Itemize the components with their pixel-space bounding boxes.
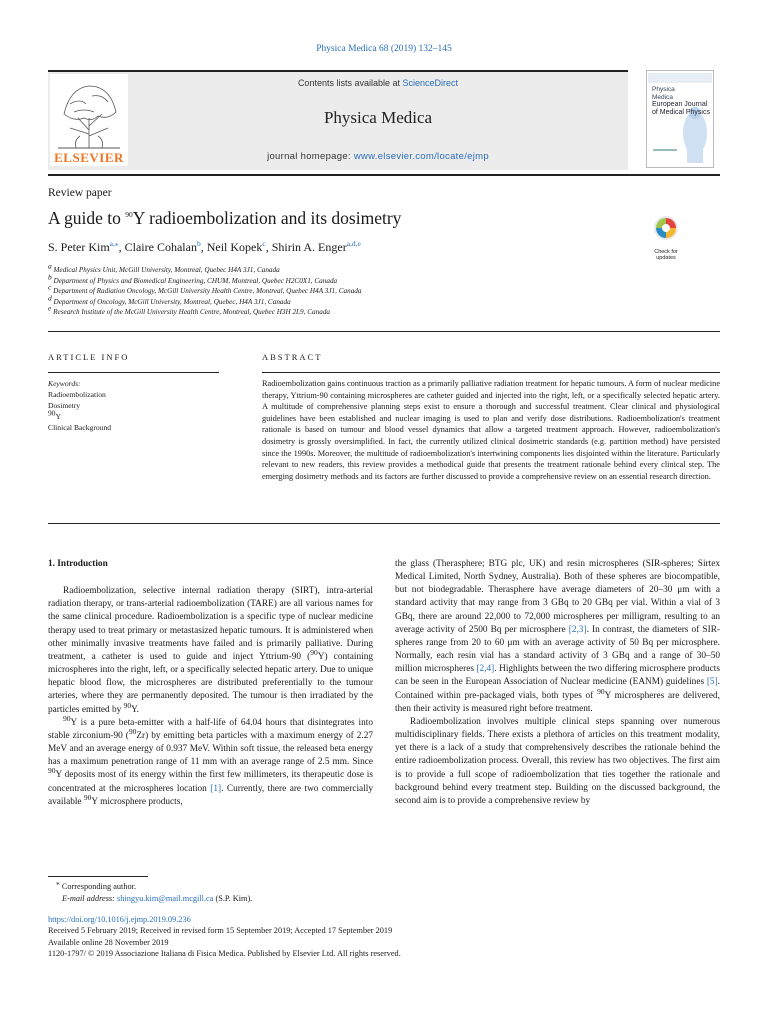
keyword-item: Dosimetry [48, 401, 81, 410]
citation-link[interactable]: [2,3] [568, 624, 587, 635]
info-rule-top [48, 331, 720, 332]
check-label-2: updates [656, 255, 676, 261]
title-prefix: A guide to [48, 208, 121, 228]
copyright-line: 1120-1797/ © 2019 Associazione Italiana di Fisica Medica. Published by Elsevier Ltd. All rights reserved. [48, 949, 401, 959]
check-for-updates-icon [648, 214, 684, 244]
affiliation-item: c Department of Radiation Oncology, McGill University Health Centre, Montreal, Quebec H4A 3J1, Canada [48, 282, 362, 296]
article-footer [48, 914, 401, 960]
author-email-link[interactable]: shingyu.kim@mail.mcgill.ca [117, 894, 214, 903]
article-title [48, 208, 401, 229]
author-name: Neil Kopek [206, 240, 263, 254]
author-affil-marker[interactable]: b [196, 239, 201, 248]
abstract-rule-bottom [48, 523, 720, 524]
affiliation-item: a Medical Physics Unit, McGill University, Montreal, Quebec H4A 3J1, Canada [48, 261, 280, 274]
doi-link[interactable]: https://doi.org/10.1016/j.ejmp.2019.09.236 [48, 915, 191, 924]
body-right-column [395, 558, 720, 808]
affiliation-item: e Research Institute of the McGill University Health Centre, Montreal, Quebec H3H 2L9, Canada [48, 303, 331, 317]
citation-link[interactable]: [1] [210, 783, 222, 794]
journal-reference-link[interactable]: Physica Medica 68 (2019) 132–145 [316, 44, 452, 54]
author-list: S. Peter Kim$^{a,⁎}$, Claire Cohalan$^b$, Neil Kopek$^c$, Shirin A. Enger$^{a,d,e}$ [48, 239, 361, 254]
affiliations-list [48, 261, 362, 318]
abstract-text: Radioembolization gains continuous traction as a primarily palliative radiation treatment for hepatic tumours. A form of nuclear medicine therapy, Yttrium-90 containing microspheres are catheter guided and injected into the right, left, or a specifically selected hepatic artery. A multitude of comprehensive planning steps exist to ensure a thorough and successful treatment. Clear clinical and physiological guidelines have been established and nuclear imaging is used to plan and verify dose distributions. Radioembolization's treatment rationale is based on tumour and blood vessel dynamics that allow a targeted treatment approach. However, radioembolization's dosimetry is grossly oversimplified. In fact, the currently utilized clinical dosimetric standards (e.g. partition method) have persisted since the 1990s. Moreover, the multitude of radioembolization's intertwining components lies disjointed within the literature. Particularly relevant to new readers, this review provides a methodical guide that presents the treatment rationale behind every clinical step. The emerging dosimetry methods and its factors are further discussed to provide a comprehensive review on an essential research direction. [262, 379, 720, 481]
author-name: Shirin A. Enger [271, 240, 347, 254]
citation-link[interactable]: [2,4] [476, 664, 495, 675]
homepage-link[interactable]: www.elsevier.com/locate/ejmp [353, 151, 489, 162]
author-name: Claire Cohalan [124, 240, 197, 254]
keywords-label: Keywords: [48, 379, 81, 388]
abstract-heading: ABSTRACT [262, 352, 323, 362]
body-paragraph: Radioembolization involves multiple clinical steps spanning over numerous multidisciplinary fields. There exists a plethora of articles on this treatment modality, yet there is a lack of a study that comprehensively describes the rationale behind the entire radioembolization process. Overall, this review has two objectives. The first aim is to provide a full scope of radioembolization that ties together the rationale and background behind every treatment step. Building on the discussed background, the second aim is to provide a comprehensive review by [395, 716, 720, 806]
header-rule [48, 174, 720, 176]
affiliation-item: d Department of Oncology, McGill University, Montreal, Quebec, H4A 3J1, Canada [48, 293, 291, 306]
title-rest: Y radioembolization and its dosimetry [132, 208, 402, 228]
cover-line-2: Medica [652, 93, 673, 101]
received-dates: Received 5 February 2019; Received in revised form 15 September 2019; Accepted 17 September 2019 [48, 926, 393, 936]
cover-title-text [652, 86, 712, 116]
title-isotope-sup: 90 [125, 210, 133, 220]
body-left-column [48, 558, 373, 809]
elsevier-wordmark: ELSEVIER [54, 150, 124, 165]
affiliation-item: b Department of Physics and Biomedical Engineering, CHUM, Montreal, Quebec H2C0X1, Canada [48, 272, 338, 285]
journal-cover-thumbnail[interactable] [646, 70, 714, 168]
keyword-item: 90Y [48, 408, 61, 421]
author-affil-marker[interactable]: a,d,e [346, 239, 361, 248]
cover-line-3: European Journal [652, 101, 708, 108]
cover-line-4: of Medical Physics [652, 108, 710, 116]
check-label-1: Check for [654, 249, 678, 255]
author-name: S. Peter Kim [48, 240, 110, 254]
sciencedirect-link[interactable]: ScienceDirect [402, 78, 459, 88]
keywords-block [48, 378, 111, 433]
footnote-rule [48, 876, 148, 877]
section-heading-introduction: 1. Introduction [48, 559, 108, 569]
author-affil-marker[interactable]: a,⁎ [109, 239, 119, 248]
keyword-item: Clinical Background [48, 423, 112, 432]
journal-homepage [128, 151, 628, 162]
corresponding-author-footnote: ⁎ Corresponding author. E-mail address: shingyu.kim@mail.mcgill.ca (S.P. Kim). [56, 878, 253, 903]
body-paragraph: the glass (Therasphere; BTG plc, UK) and resin microspheres (SIR-spheres; Sirtex Medical Limited, North Sydney, Australia). Both of these spheres are biocompatible, but not biodegradable. Therasphere have average diameters of 20–30 μm with a standard activity that may range from 3 GBq to 20 GBq per vial. Within a vial of 3 GBq, there are around 22,000 to 72,000 microspheres per milligram, resulting to an average activity of 2500 Bq per microsphere [2,3]. In contrast, the diameters of SIR-spheres range from 20 to 60 μm with an average activity of 50 Bq per microsphere. Normally, each resin vial has a standard activity of 3 GBq and a range of 30–50 million microspheres [2,4]. Highlights between the two differing microsphere products can be seen in the European Association of Nuclear medicine (EANM) guidelines [5]. Contained within pre-packaged vials, both types of $^{90}$Y microspheres are delivered, then their activity is measured right before treatment. [395, 559, 721, 714]
article-info-heading: ARTICLE INFO [48, 352, 130, 362]
check-for-updates-badge[interactable] [648, 214, 684, 261]
cover-line-1: Physica [652, 86, 675, 93]
available-online: Available online 28 November 2019 [48, 937, 169, 947]
author-affil-marker[interactable]: c [262, 239, 266, 248]
homepage-prefix: journal homepage: [267, 151, 351, 162]
journal-title: Physica Medica [323, 108, 433, 127]
citation-link[interactable]: [5] [706, 677, 718, 688]
abstract-rule [262, 372, 720, 373]
body-paragraph: $^{90}$Y is a pure beta-emitter with a half-life of 64.04 hours that disintegrates into stable zirconium-90 ($^{90}$Zr) by emitting beta particles with a maximum energy of 2.27 MeV and an average energy of 0.937 MeV. Within soft tissue, the released beta energy has a maximum penetration range of 11 mm with an average range of 2.5 mm. Since $^{90}$Y deposits most of its energy within the first few millimeters, its therapeutic dose is concentrated at the microspheres location [1]. Currently, there are two commercially available $^{90}$Y microsphere products, [48, 713, 373, 807]
article-type: Review paper [48, 187, 112, 199]
contents-availability [128, 78, 628, 88]
article-info-rule [48, 372, 219, 373]
contents-prefix: Contents lists available at [297, 78, 400, 88]
keyword-item: Radioembolization [48, 390, 106, 399]
body-paragraph: Radioembolization, selective internal radiation therapy (SIRT), intra-arterial radiation therapy, or trans-arterial radioembolization (TARE) are all various names for the same clinical procedure. Radioembolization is a specific type of nuclear medicine therapy used to treat primary or metastasized hepatic tumours. It is administered when other minimally invasive treatments have failed and is primarily palliative. During treatment, a catheter is used to guide and inject Yttrium-90 ($^{90}$Y) containing microspheres into the right, left, or a specifically selected hepatic artery. Due to unique hepatic blood flow, the microspheres are distributed preferentially to the tumour arteries, where they are permanently deposited. The tumour is then irradiated by the particles emitted by $^{90}$Y. [48, 586, 373, 715]
